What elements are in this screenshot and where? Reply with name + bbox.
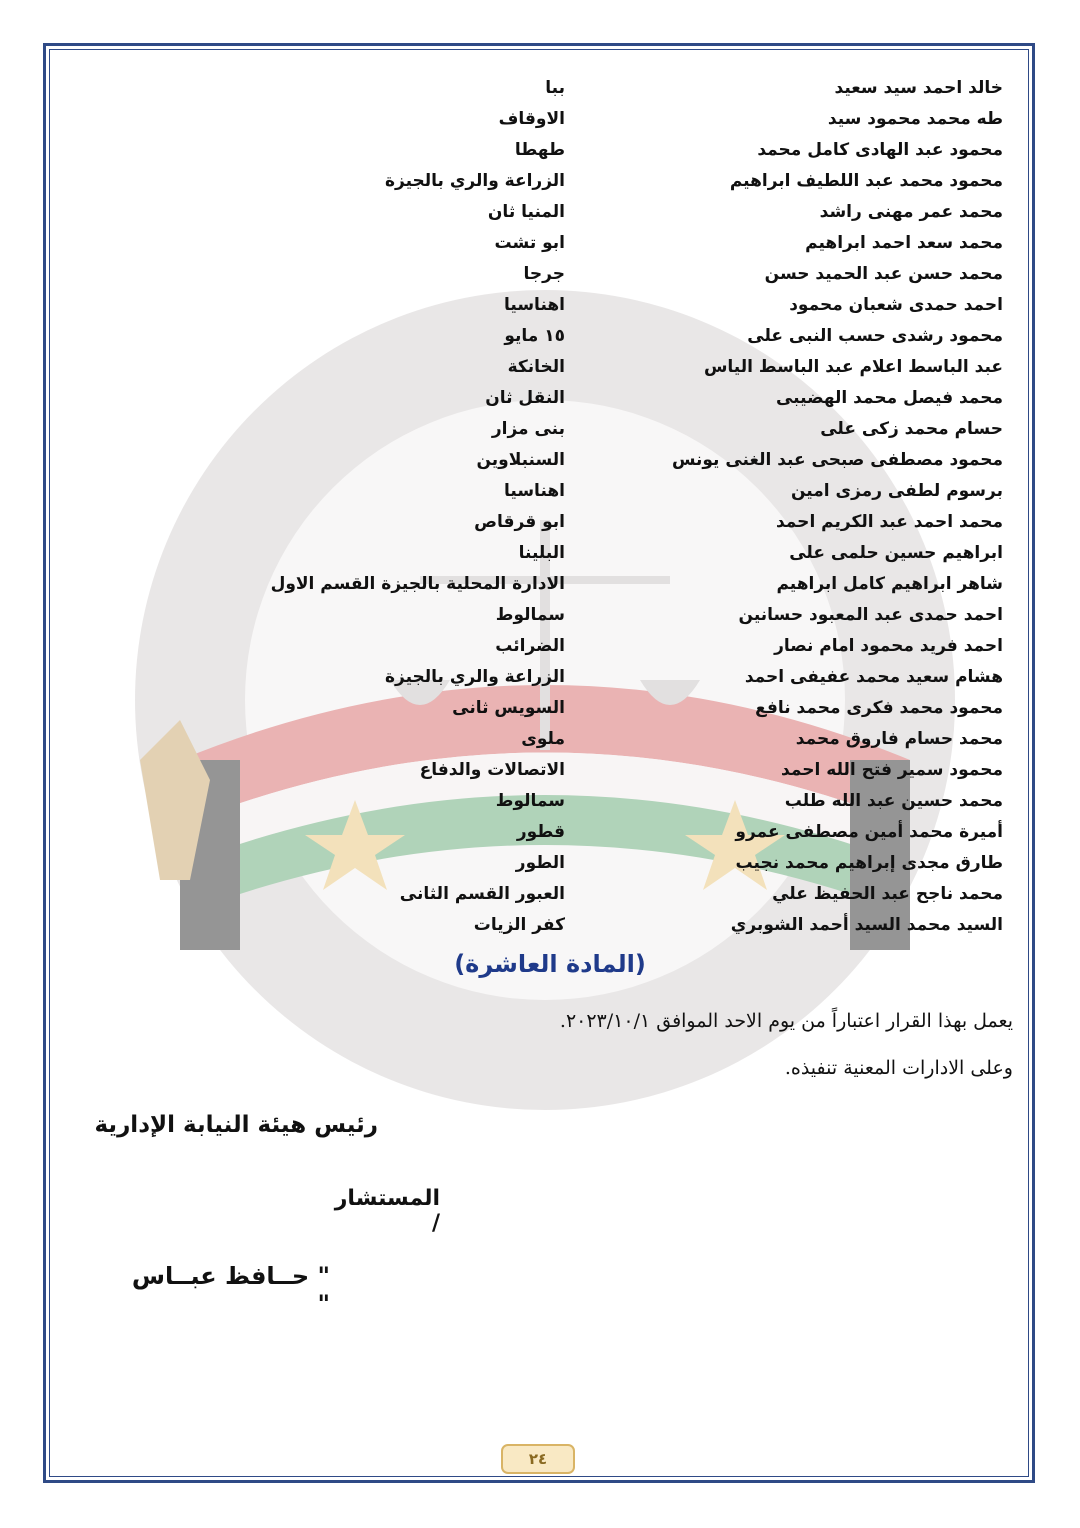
employee-name: محمد ناجح عبد الحفيظ علي bbox=[772, 884, 1003, 904]
assigned-office: الاتصالات والدفاع bbox=[419, 760, 565, 780]
assigned-office: طهطا bbox=[514, 140, 565, 160]
employee-name: السيد محمد السيد أحمد الشوبري bbox=[730, 915, 1003, 935]
employee-name: محمود رشدى حسب النبى على bbox=[747, 326, 1003, 346]
list-item bbox=[0, 788, 1080, 819]
employee-name: محمود مصطفى صبحى عبد الغنى يونس bbox=[671, 450, 1003, 470]
list-item bbox=[0, 230, 1080, 261]
employee-name: احمد فريد محمود امام نصار bbox=[774, 636, 1003, 656]
list-item bbox=[0, 385, 1080, 416]
assigned-office: جرجا bbox=[523, 264, 565, 284]
employee-name: محمد حسام فاروق محمد bbox=[795, 729, 1003, 749]
assigned-office: اهناسيا bbox=[504, 295, 565, 315]
employee-name: محمد حسن عبد الحميد حسن bbox=[764, 264, 1003, 284]
assigned-office: الخانكة bbox=[507, 357, 565, 377]
employee-name: حسام محمد زكى على bbox=[820, 419, 1003, 439]
assigned-office: اهناسيا bbox=[504, 481, 565, 501]
assigned-office: ملوى bbox=[521, 729, 565, 749]
list-item bbox=[0, 292, 1080, 323]
signatory-role: المستشار / bbox=[334, 1186, 440, 1236]
list-item bbox=[0, 199, 1080, 230]
list-item bbox=[0, 106, 1080, 137]
list-item bbox=[0, 881, 1080, 912]
list-item bbox=[0, 757, 1080, 788]
list-item bbox=[0, 168, 1080, 199]
page-number: ٢٤ bbox=[501, 1444, 575, 1474]
assigned-office: النقل ثان bbox=[485, 388, 565, 408]
employee-name: محمود عبد الهادى كامل محمد bbox=[757, 140, 1003, 160]
assigned-office: قطور bbox=[516, 822, 565, 842]
assigned-office: سمالوط bbox=[495, 605, 565, 625]
assigned-office: الضرائب bbox=[495, 636, 565, 656]
assigned-office: البلينا bbox=[518, 543, 565, 563]
assigned-office: سمالوط bbox=[495, 791, 565, 811]
employee-name: أميرة محمد أمين مصطفى عمرو bbox=[735, 822, 1003, 842]
signatory-name: " حــافظ عبــاس " bbox=[131, 1262, 330, 1318]
assigned-office: المنيا ثان bbox=[487, 202, 565, 222]
assigned-office: الادارة المحلية بالجيزة القسم الاول bbox=[270, 574, 565, 594]
assigned-office: الزراعة والري بالجيزة bbox=[384, 667, 565, 687]
employee-name: محمد احمد عبد الكريم احمد bbox=[775, 512, 1003, 532]
list-item bbox=[0, 664, 1080, 695]
assigned-office: ابو تشت bbox=[494, 233, 565, 253]
assigned-office: ببا bbox=[545, 78, 565, 98]
assigned-office: بنى مزار bbox=[491, 419, 565, 439]
signatory-title: رئيس هيئة النيابة الإدارية bbox=[94, 1112, 378, 1138]
effective-date-paragraph: يعمل بهذا القرار اعتباراً من يوم الاحد الموافق ٢٠٢٣/١٠/١. bbox=[559, 1010, 1013, 1032]
list-item bbox=[0, 912, 1080, 943]
assigned-office: كفر الزيات bbox=[473, 915, 565, 935]
employee-name: ابراهيم حسين حلمى على bbox=[789, 543, 1003, 563]
employee-name: محمد حسين عبد الله طلب bbox=[784, 791, 1003, 811]
employee-name: احمد حمدى عبد المعبود حسانين bbox=[738, 605, 1003, 625]
assigned-office: ١٥ مايو bbox=[504, 326, 565, 346]
assigned-office: العبور القسم الثانى bbox=[399, 884, 565, 904]
assigned-office: الاوقاف bbox=[498, 109, 565, 129]
assigned-office: الطور bbox=[515, 853, 565, 873]
assigned-office: الزراعة والري بالجيزة bbox=[384, 171, 565, 191]
list-item bbox=[0, 75, 1080, 106]
employee-name: هشام سعيد محمد عفيفى احمد bbox=[744, 667, 1003, 687]
assigned-office: ابو قرقاص bbox=[474, 512, 565, 532]
list-item bbox=[0, 416, 1080, 447]
list-item bbox=[0, 602, 1080, 633]
employee-name: محمود محمد عبد اللطيف ابراهيم bbox=[729, 171, 1003, 191]
assigned-office: السنبلاوين bbox=[476, 450, 565, 470]
employee-name: محمد سعد احمد ابراهيم bbox=[805, 233, 1003, 253]
employee-name: محمود محمد فكرى محمد نافع bbox=[755, 698, 1003, 718]
employee-name: برسوم لطفى رمزى امين bbox=[791, 481, 1003, 501]
list-item bbox=[0, 261, 1080, 292]
employee-name: محمد فيصل محمد الهضيبى bbox=[775, 388, 1003, 408]
employee-name: شاهر ابراهيم كامل ابراهيم bbox=[776, 574, 1003, 594]
list-item bbox=[0, 137, 1080, 168]
list-item bbox=[0, 540, 1080, 571]
employee-name: طارق مجدى إبراهيم محمد نجيب bbox=[735, 853, 1003, 873]
list-item bbox=[0, 354, 1080, 385]
list-item bbox=[0, 478, 1080, 509]
list-item bbox=[0, 726, 1080, 757]
appointments-list bbox=[0, 75, 1080, 943]
employee-name: احمد حمدى شعبان محمود bbox=[789, 295, 1003, 315]
list-item bbox=[0, 695, 1080, 726]
implementation-paragraph: وعلى الادارات المعنية تنفيذه. bbox=[784, 1057, 1013, 1079]
employee-name: خالد احمد سيد سعيد bbox=[834, 78, 1003, 98]
list-item bbox=[0, 633, 1080, 664]
list-item bbox=[0, 447, 1080, 478]
article-heading: (المادة العاشرة) bbox=[454, 950, 646, 978]
employee-name: محمد عمر مهنى راشد bbox=[819, 202, 1003, 222]
employee-name: عبد الباسط اعلام عبد الباسط الياس bbox=[703, 357, 1003, 377]
list-item bbox=[0, 323, 1080, 354]
assigned-office: السويس ثانى bbox=[452, 698, 565, 718]
list-item bbox=[0, 819, 1080, 850]
employee-name: محمود سمير فتح الله احمد bbox=[781, 760, 1003, 780]
employee-name: طه محمد محمود سيد bbox=[827, 109, 1003, 129]
list-item bbox=[0, 509, 1080, 540]
list-item bbox=[0, 850, 1080, 881]
list-item bbox=[0, 571, 1080, 602]
